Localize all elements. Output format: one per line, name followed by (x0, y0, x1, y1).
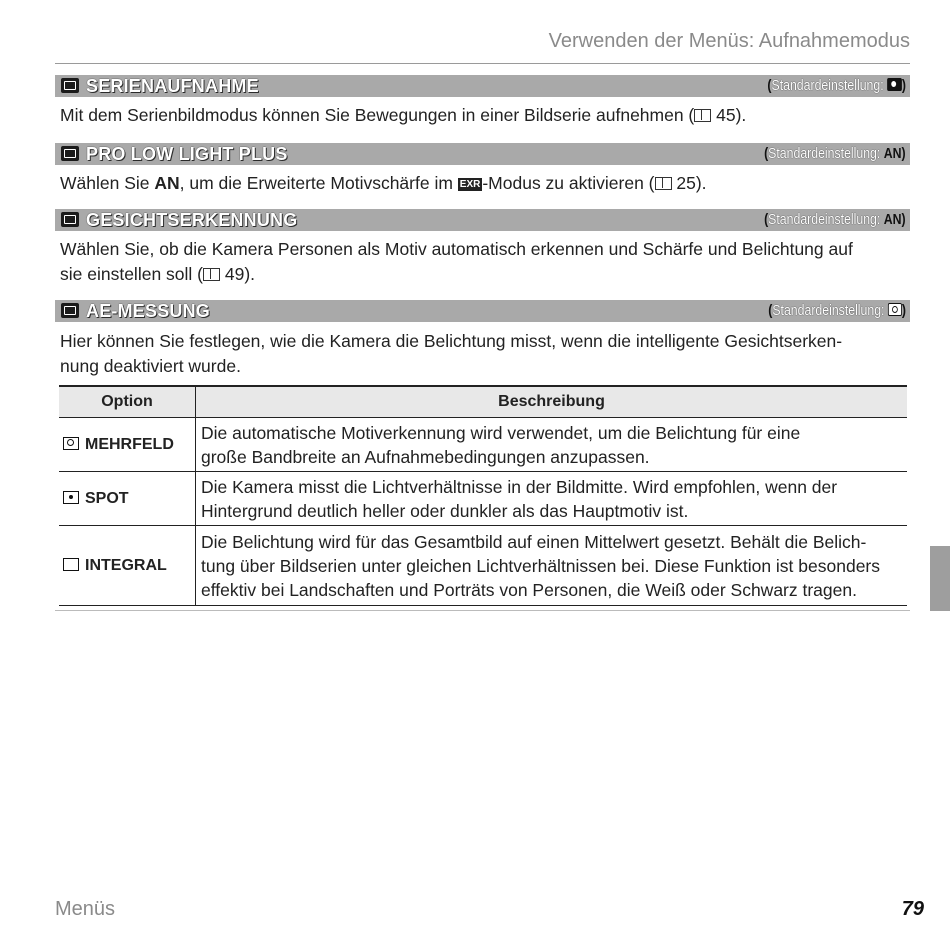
table-header-row (59, 386, 907, 418)
option-cell: INTEGRAL (59, 526, 196, 606)
section-description: Hier können Sie festlegen, wie die Kamera die Belichtung misst, wenn die intelligente Gesichtserken- nung deaktiviert wurde. (60, 331, 843, 376)
section-title: SERIENAUFNAHME (86, 76, 259, 96)
book-reference-icon (694, 109, 711, 122)
content-bottom-divider (55, 610, 910, 611)
section-default-setting: (Standardeinstellung: AN) (764, 211, 906, 228)
description-cell: Die Kamera misst die Lichtverhältnisse in der Bildmitte. Wird empfohlen, wenn der Hintergrund deutlich heller oder dunkler als das Hauptmotiv ist. (196, 472, 908, 526)
multi-metering-icon (63, 437, 79, 450)
spot-metering-icon (63, 491, 79, 504)
exr-auto-icon: EXR (459, 179, 481, 190)
multi-metering-icon (888, 303, 902, 316)
section-description: Mit dem Serienbildmodus können Sie Bewegungen in einer Bildserie aufnehmen ( 45). (60, 105, 747, 125)
table-row (59, 526, 907, 606)
default-label: Standardeinstellung: (771, 77, 884, 94)
page-header-title: Verwenden der Menüs: Aufnahmemodus (548, 30, 910, 52)
section-bar-serienaufnahme (55, 75, 910, 97)
header-divider (55, 63, 910, 64)
section-bar-gesichtserkennung (55, 209, 910, 231)
default-label: Standardeinstellung: (768, 211, 881, 228)
page-reference: 25 (676, 173, 696, 193)
average-metering-icon (63, 558, 79, 571)
chapter-thumb-tab (930, 546, 950, 611)
face-detection-icon (61, 212, 79, 227)
page-reference: 49 (224, 264, 245, 284)
section-description: Wählen Sie, ob die Kamera Personen als Motiv automatisch erkennen und Schärfe und Belichtung auf sie einstellen soll ( 49). (60, 239, 853, 284)
section-bar-pro-low-light (55, 143, 910, 165)
page-number: 79 (901, 898, 924, 920)
column-header-option: Option (59, 386, 196, 418)
description-cell: Die automatische Motiverkennung wird verwendet, um die Belichtung für eine große Bandbreite an Aufnahmebedingungen anzupassen. (196, 418, 908, 472)
table-row (59, 418, 907, 472)
camera-icon (887, 78, 902, 91)
default-label: Standardeinstellung: (772, 302, 885, 319)
burst-mode-icon (61, 78, 79, 93)
option-cell: SPOT (59, 472, 196, 526)
column-header-description: Beschreibung (196, 386, 908, 418)
section-title: AE-MESSUNG (86, 301, 211, 321)
pro-low-light-icon (61, 146, 79, 161)
description-cell: Die Belichtung wird für das Gesamtbild auf einen Mittelwert gesetzt. Behält die Belich- tung über Bildserien unter gleichen Lichtverhältnissen bei. Diese Funktion ist besonders effektiv bei Landschaften und Porträts von Personen, die Weiß oder Schwarz tragen. (196, 526, 908, 606)
book-reference-icon (655, 177, 672, 190)
default-value: AN (884, 211, 902, 228)
section-default-setting: (Standardeinstellung: ) (768, 302, 906, 319)
section-description: Wählen Sie AN, um die Erweiterte Motivschärfe im EXR -Modus zu aktivieren ( 25). (60, 173, 707, 193)
section-default-setting: (Standardeinstellung: ) (767, 77, 906, 94)
default-value: AN (884, 145, 902, 162)
metering-icon (61, 303, 79, 318)
default-label: Standardeinstellung: (768, 145, 881, 162)
table-row (59, 472, 907, 526)
section-title: GESICHTSERKENNUNG (86, 210, 298, 230)
section-title: PRO LOW LIGHT PLUS (86, 144, 288, 164)
book-reference-icon (203, 268, 220, 281)
section-bar-ae-messung (55, 300, 910, 322)
page-reference: 45 (716, 105, 736, 125)
option-cell: MEHRFELD (59, 418, 196, 472)
section-default-setting: (Standardeinstellung: AN) (764, 145, 906, 162)
footer-section-name: Menüs (55, 898, 116, 920)
metering-options-table (59, 385, 907, 606)
